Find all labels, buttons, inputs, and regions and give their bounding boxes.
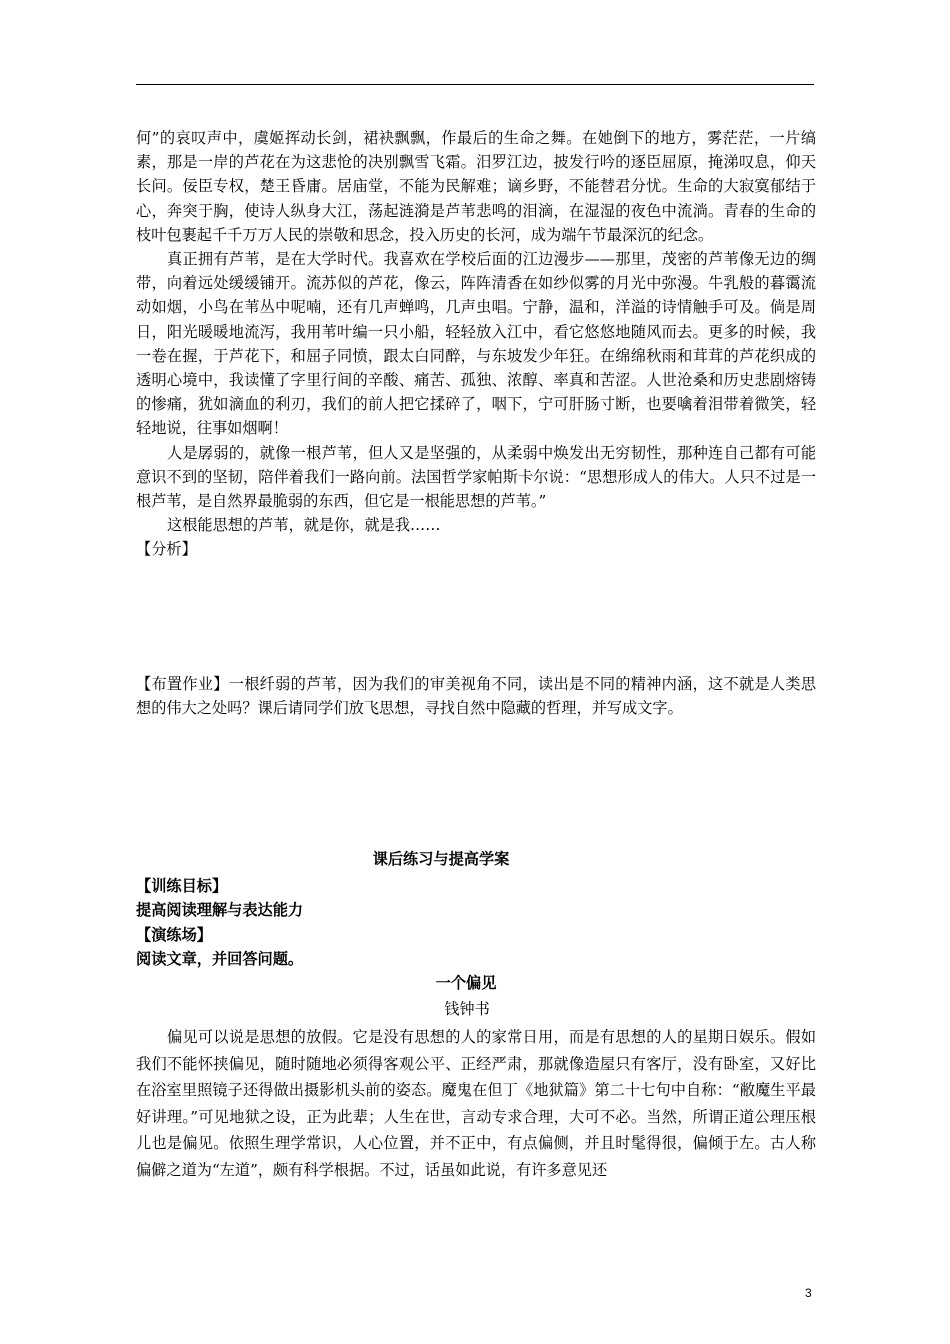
reading-instruction: 阅读文章，并回答问题。 — [136, 950, 304, 969]
passage-body — [136, 126, 816, 562]
page-number: 3 — [805, 1286, 812, 1300]
homework-section — [136, 672, 816, 720]
goal-text: 提高阅读理解与表达能力 — [136, 901, 304, 920]
header-rule — [136, 84, 814, 85]
essay-author: 钱钟书 — [444, 1000, 490, 1018]
essay-title: 一个偏见 — [435, 974, 497, 992]
homework-text: 【布置作业】一根纤弱的芦苇，因为我们的审美视角不同，读出是不同的精神内涵，这不就是人类思想的伟大之处吗？课后请同学们放飞思想，寻找自然中隐藏的哲理，并写成文字。 — [136, 675, 816, 718]
practice-title: 课后练习与提高学案 — [372, 850, 510, 868]
passage-paragraph: 人是孱弱的，就像一根芦苇，但人又是坚强的，从柔弱中焕发出无穷韧性，那种连自己都有可能意识不到的坚韧，陪伴着我们一路向前。法国哲学家帕斯卡尔说：“思想形成人的伟大。人只不过是一根芦苇，是自然界最脆弱的东西，但它是一根能思想的芦苇。” — [136, 443, 816, 511]
essay-paragraph: 偏见可以说是思想的放假。它是没有思想的人的家常日用，而是有思想的人的星期日娱乐。假如我们不能怀挟偏见，随时随地必须得客观公平、正经严肃，那就像造屋只有客厅，没有卧室，又好比在浴室里照镜子还得做出摄影机头前的姿态。魔鬼在但丁《地狱篇》第二十七句中自称：“敝魔生平最好讲理。”可见地狱之设，正为此辈；人生在世，言动专求合理，大可不必。当然，所谓正道公理压根儿也是偏见。依照生理学常识，人心位置，并不正中，有点偏侧，并且时髦得很，偏倾于左。古人称偏僻之道为“左道”，颇有科学根据。不过，话虽如此说，有许多意见还 — [136, 1028, 816, 1179]
drill-heading: 【演练场】 — [136, 925, 212, 944]
goal-heading: 【训练目标】 — [136, 877, 228, 895]
passage-paragraph: 何”的哀叹声中，虞姬挥动长剑，裙袂飘飘，作最后的生命之舞。在她倒下的地方，雾茫茫，一片缟素，那是一岸的芦花在为这悲怆的决别飘雪飞霜。汨罗江边，披发行吟的逐臣屈原，掩涕叹息，仰天长问。佞臣专权，楚王昏庸。居庙堂，不能为民解难；谪乡野，不能替君分忧。生命的大寂寞郁结于心，奔突于胸，使诗人纵身大江，荡起涟漪是芦苇悲鸣的泪滴，在湿湿的夜色中流淌。青春的生命的枝叶包裹起千千万万人民的崇敬和思念，投入历史的长河，成为端午节最深沉的纪念。 — [136, 129, 816, 244]
essay-body — [136, 1024, 816, 1184]
practice-list — [136, 874, 816, 972]
analysis-heading: 【分析】 — [136, 540, 197, 559]
passage-paragraph: 这根能思想的芦苇，就是你，就是我…… — [167, 516, 441, 535]
passage-paragraph: 真正拥有芦苇，是在大学时代。我喜欢在学校后面的江边漫步——那里，茂密的芦苇像无边的绸带，向着远处缓缓铺开。流苏似的芦花，像云，阵阵清香在如纱似雾的月光中弥漫。牛乳般的暮霭流动如烟，小鸟在苇丛中呢喃，还有几声蝉鸣，几声虫唱。宁静，温和，洋溢的诗情触手可及。倘是周日，阳光暖暖地流泻，我用苇叶编一只小船，轻轻放入江中，看它悠悠地随风而去。更多的时候，我一卷在握，于芦花下，和屈子同愤，跟太白同醉，与东坡发少年狂。在绵绵秋雨和茸茸的芦花织成的透明心境中，我读懂了字里行间的辛酸、痛苦、孤独、浓醇、率真和苦涩。人世沧桑和历史悲剧熔铸的惨痛，犹如滴血的利刃，我们的前人把它揉碎了，咽下，宁可肝肠寸断，也要噙着泪带着微笑，轻轻地说，往事如烟啊！ — [136, 250, 816, 438]
